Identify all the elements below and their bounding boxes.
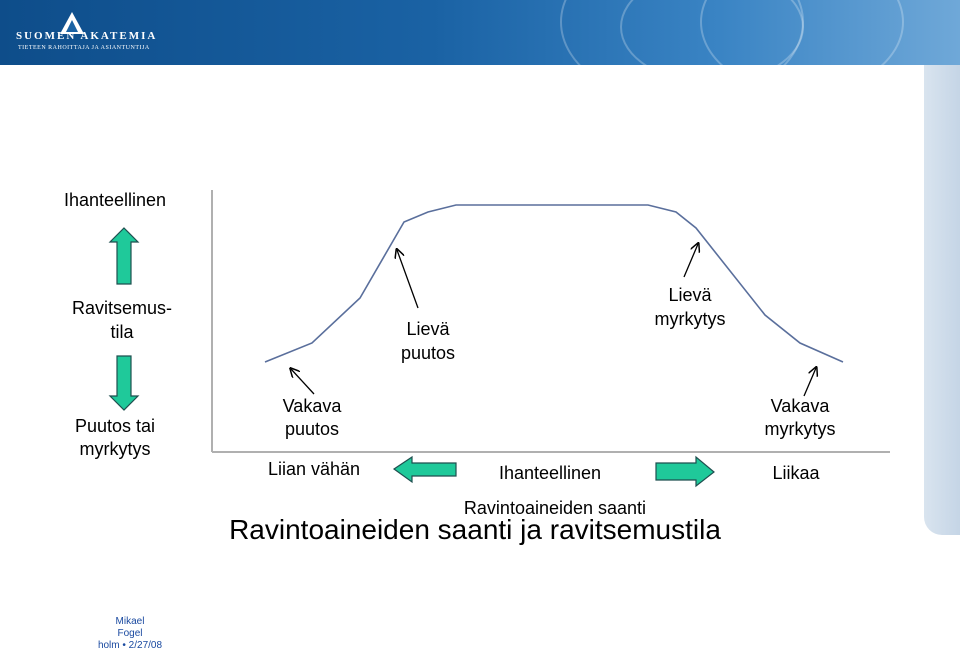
arrow-up-icon bbox=[110, 228, 138, 284]
pointer-severe-deficiency bbox=[291, 369, 314, 394]
mild-deficiency-label-line2: puutos bbox=[400, 343, 456, 363]
arrow-right-icon bbox=[656, 457, 714, 486]
slide-title: Ravintoaineiden saanti ja ravitsemustila bbox=[229, 514, 721, 545]
pointer-mild-deficiency bbox=[397, 250, 418, 308]
footer-line2: Fogel bbox=[117, 628, 143, 639]
y-top-label: Ihanteellinen bbox=[63, 190, 167, 210]
org-name: SUOMEN AKATEMIA bbox=[16, 30, 158, 42]
y-bottom-label-line2: myrkytys bbox=[79, 439, 151, 459]
x-left-label: Liian vähän bbox=[267, 459, 361, 479]
mild-toxicity-label-line2: myrkytys bbox=[654, 309, 726, 329]
mild-toxicity-label-line1: Lievä bbox=[668, 285, 712, 305]
severe-deficiency-label-line1: Vakava bbox=[282, 396, 342, 416]
x-center-label: Ihanteellinen bbox=[498, 463, 602, 483]
severe-toxicity-label-line2: myrkytys bbox=[764, 419, 836, 439]
pointer-mild-toxicity bbox=[684, 244, 698, 277]
x-right-label: Liikaa bbox=[772, 463, 820, 483]
pointer-severe-toxicity bbox=[804, 368, 816, 396]
arrow-left-icon bbox=[394, 457, 456, 482]
y-middle-label-line2: tila bbox=[110, 322, 134, 342]
arrow-down-icon bbox=[110, 356, 138, 410]
footer-line3: holm • 2/27/08 bbox=[97, 640, 163, 651]
org-tagline: TIETEEN RAHOITTAJA JA ASIANTUNTIJA bbox=[18, 45, 150, 51]
severe-deficiency-label-line2: puutos bbox=[284, 419, 340, 439]
footer-line1: Mikael bbox=[115, 616, 145, 627]
y-middle-label-line1: Ravitsemus- bbox=[71, 298, 173, 318]
x-axis-title: Ravintoaineiden saanti bbox=[463, 498, 647, 518]
severe-toxicity-label-line1: Vakava bbox=[770, 396, 830, 416]
status-curve bbox=[265, 205, 843, 362]
y-bottom-label-line1: Puutos tai bbox=[74, 416, 156, 436]
mild-deficiency-label-line1: Lievä bbox=[406, 319, 450, 339]
footer bbox=[80, 616, 180, 652]
